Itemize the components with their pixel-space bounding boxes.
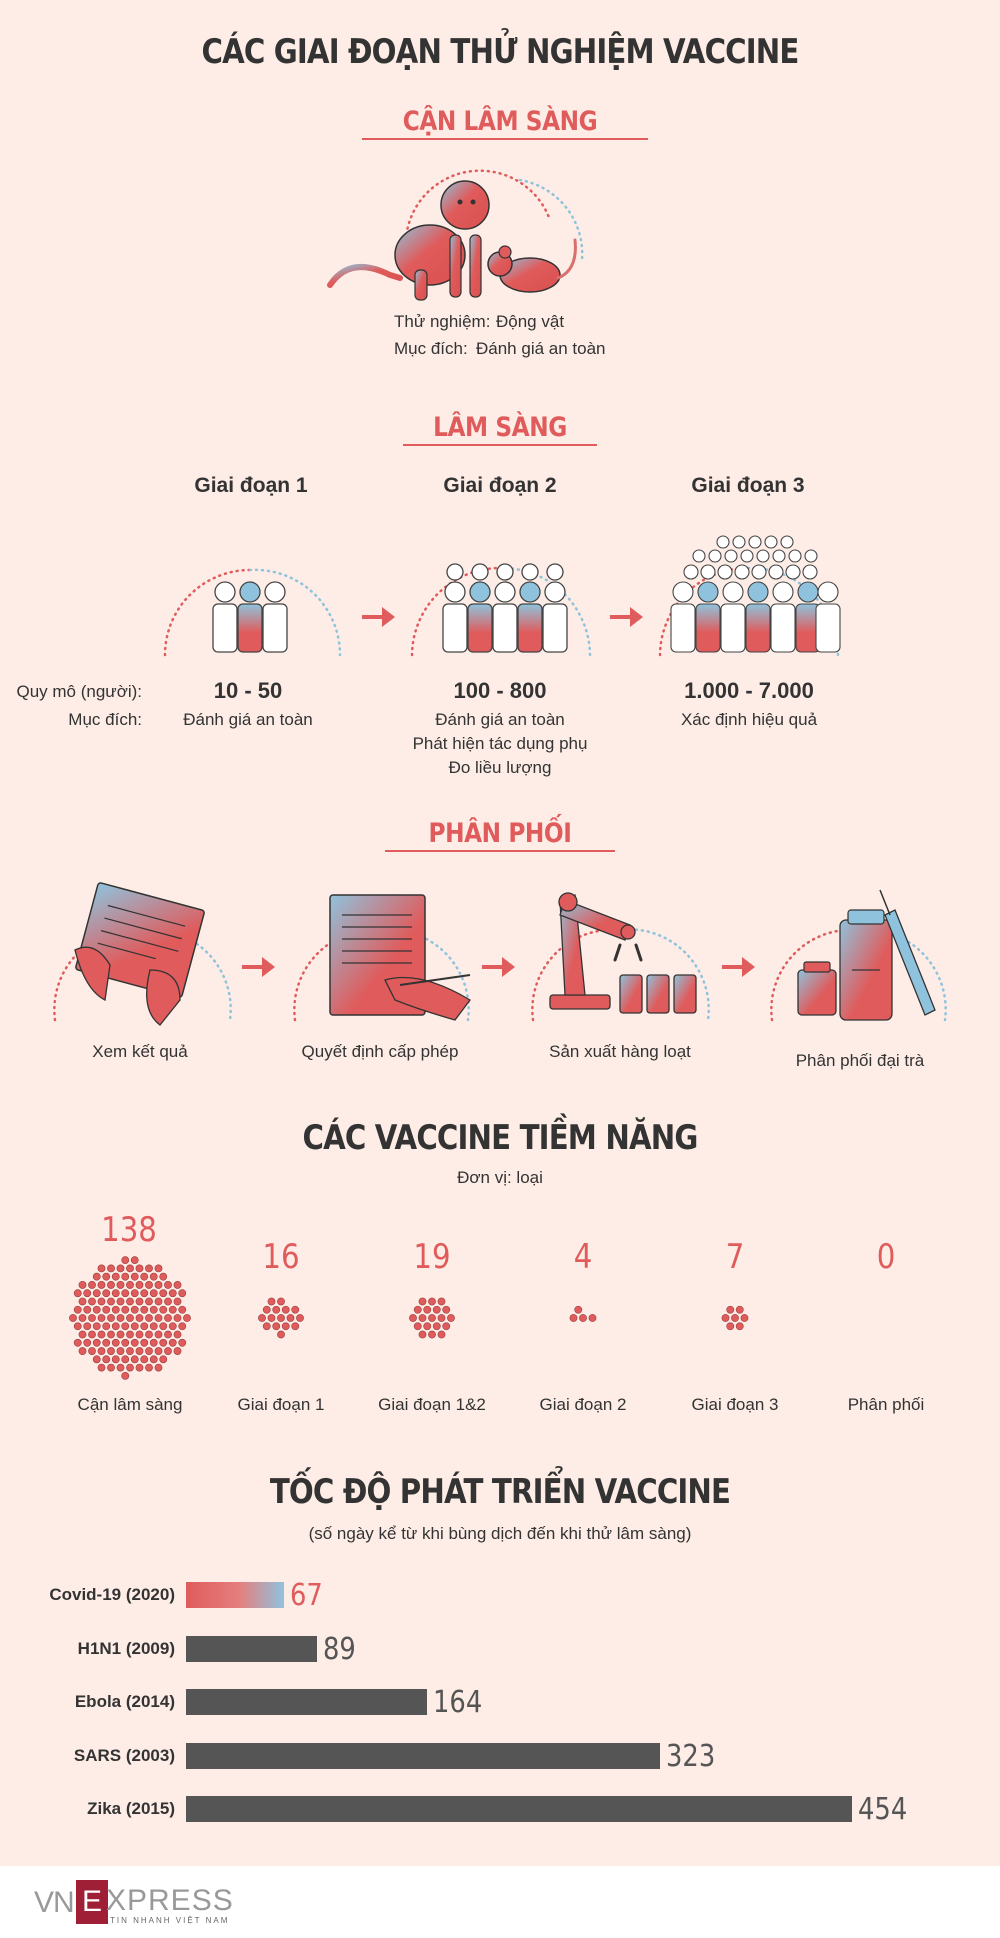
bar-label: Ebola (2014) [74, 1692, 175, 1711]
candidate-dot [447, 1314, 454, 1321]
bar-value: 89 [322, 1631, 356, 1667]
candidate-dot [93, 1339, 100, 1346]
candidate-dot [174, 1347, 181, 1354]
candidate-dot [727, 1323, 734, 1330]
candidate-dot [145, 1331, 152, 1338]
bar-label: Zika (2015) [87, 1799, 175, 1818]
candidate-dot [122, 1306, 129, 1313]
candidate-dot [155, 1298, 162, 1305]
candidate-dot [292, 1306, 299, 1313]
distribution-step-2: Quyết định cấp phép [301, 1042, 459, 1061]
candidate-dot [93, 1273, 100, 1280]
candidate-dot [131, 1273, 138, 1280]
distribution-underline [385, 850, 615, 852]
candidate-dot [277, 1298, 284, 1305]
candidate-dot [79, 1347, 86, 1354]
candidate-dot [98, 1281, 105, 1288]
candidate-dot [428, 1298, 435, 1305]
bar-label: H1N1 (2009) [77, 1638, 175, 1658]
candidate-dot [174, 1314, 181, 1321]
candidate-count-4: 4 [573, 1237, 593, 1277]
candidate-dot [145, 1364, 152, 1371]
candidate-dot [155, 1347, 162, 1354]
candidate-count-6: 0 [876, 1237, 896, 1277]
candidate-dot [145, 1347, 152, 1354]
logo-right: XPRESS [106, 1884, 234, 1917]
candidate-dot [174, 1298, 181, 1305]
candidate-dot [731, 1314, 738, 1321]
preclinical-purpose-value: Đánh giá an toàn [476, 339, 606, 358]
candidate-dot [141, 1306, 148, 1313]
candidate-dots [0, 1250, 1000, 1390]
candidate-dot [150, 1323, 157, 1330]
bar [186, 1743, 660, 1769]
candidate-dot [150, 1273, 157, 1280]
candidate-dot [141, 1323, 148, 1330]
candidate-dot [409, 1314, 416, 1321]
candidate-dot [122, 1273, 129, 1280]
candidate-dot [438, 1331, 445, 1338]
candidate-dot [112, 1323, 119, 1330]
candidate-dot [84, 1306, 91, 1313]
candidate-dot [93, 1323, 100, 1330]
candidate-dot [117, 1347, 124, 1354]
candidate-dot [424, 1306, 431, 1313]
candidate-dot [155, 1281, 162, 1288]
candidate-dot [273, 1323, 280, 1330]
candidate-dot [145, 1298, 152, 1305]
candidates-heading: CÁC VACCINE TIỀM NĂNG [302, 1118, 698, 1158]
candidate-dot [414, 1306, 421, 1313]
candidate-dot [141, 1290, 148, 1297]
candidate-dot [103, 1356, 110, 1363]
candidate-dot [79, 1281, 86, 1288]
candidate-dot [112, 1356, 119, 1363]
candidate-dot [122, 1323, 129, 1330]
candidate-dot [150, 1290, 157, 1297]
footer [0, 1866, 1000, 1938]
candidate-dot [141, 1339, 148, 1346]
candidate-dot [263, 1306, 270, 1313]
candidate-dot [131, 1356, 138, 1363]
candidate-dot [160, 1290, 167, 1297]
phase-2-people-icon [443, 564, 567, 652]
candidate-label-1: Cận lâm sàng [77, 1395, 183, 1414]
candidate-dot [103, 1339, 110, 1346]
bar-label: Covid-19 (2020) [49, 1585, 175, 1604]
candidate-dot [103, 1306, 110, 1313]
candidate-dot [136, 1364, 143, 1371]
document-hands-icon [75, 882, 205, 1025]
phase-1-scale: 10 - 50 [213, 678, 283, 703]
candidate-dot [126, 1265, 133, 1272]
candidate-dot [93, 1306, 100, 1313]
candidate-label-3: Giai đoạn 1&2 [378, 1395, 486, 1414]
distribution-step-4: Phân phối đại trà [795, 1051, 925, 1070]
candidate-dot [112, 1306, 119, 1313]
candidate-dot [117, 1265, 124, 1272]
candidate-dot [131, 1339, 138, 1346]
candidate-dot [174, 1281, 181, 1288]
arrow-icon [610, 607, 643, 627]
candidate-label-5: Giai đoạn 3 [691, 1395, 779, 1414]
phase-1-title: Giai đoạn 1 [194, 474, 308, 497]
candidate-dot [131, 1290, 138, 1297]
candidate-dot [160, 1356, 167, 1363]
candidate-dot [155, 1265, 162, 1272]
candidate-dot [126, 1347, 133, 1354]
candidate-dot [282, 1323, 289, 1330]
candidate-dot [258, 1314, 265, 1321]
candidate-count-3: 19 [413, 1237, 451, 1277]
candidate-dot [736, 1323, 743, 1330]
logo-tagline: TIN NHANH VIỆT NAM [110, 1916, 230, 1925]
candidate-dot [107, 1298, 114, 1305]
candidate-dot [136, 1331, 143, 1338]
candidate-dot [112, 1290, 119, 1297]
candidate-label-6: Phân phối [847, 1395, 925, 1414]
candidate-dot [141, 1273, 148, 1280]
scale-label: Quy mô (người): [16, 682, 142, 701]
candidate-dot [131, 1257, 138, 1264]
preclinical-test-value: Động vật [496, 312, 565, 331]
phase-2-purpose-2: Phát hiện tác dụng phụ [412, 734, 588, 753]
distribution-step-1: Xem kết quả [92, 1042, 188, 1061]
phase-3-scale: 1.000 - 7.000 [684, 678, 814, 703]
candidate-dot [433, 1306, 440, 1313]
candidate-dot [74, 1306, 81, 1313]
candidate-dot [112, 1273, 119, 1280]
candidate-dot [296, 1314, 303, 1321]
candidate-dot [268, 1314, 275, 1321]
preclinical-test-label: Thử nghiệm: [394, 312, 491, 331]
bar-value: 164 [432, 1685, 482, 1720]
candidate-dot [88, 1331, 95, 1338]
arrow-icon [482, 957, 515, 977]
candidate-dot [273, 1306, 280, 1313]
candidate-dot [419, 1298, 426, 1305]
candidate-dot [84, 1290, 91, 1297]
candidate-dot [174, 1331, 181, 1338]
candidate-dot [169, 1290, 176, 1297]
distribution-illustration [0, 870, 1000, 1030]
candidate-dot [107, 1265, 114, 1272]
candidate-dot [136, 1298, 143, 1305]
candidate-dot [136, 1347, 143, 1354]
candidate-dot [150, 1306, 157, 1313]
clinical-heading: LÂM SÀNG [433, 412, 567, 443]
candidate-dot [169, 1339, 176, 1346]
page-title: CÁC GIAI ĐOẠN THỬ NGHIỆM VACCINE [201, 32, 799, 72]
candidate-dot [88, 1281, 95, 1288]
animal-illustration [320, 160, 600, 310]
bar [186, 1636, 317, 1662]
candidate-dot [150, 1356, 157, 1363]
candidate-dot [88, 1314, 95, 1321]
candidate-dot [126, 1331, 133, 1338]
phase-2-scale: 100 - 800 [453, 678, 547, 703]
candidate-dot [122, 1356, 129, 1363]
logo-e-icon: E [76, 1880, 108, 1924]
candidate-dot [419, 1314, 426, 1321]
candidate-dot [155, 1331, 162, 1338]
candidate-dot [263, 1323, 270, 1330]
arrow-icon [722, 957, 755, 977]
candidate-dot [79, 1331, 86, 1338]
candidate-dot [117, 1298, 124, 1305]
candidate-dot [183, 1314, 190, 1321]
candidate-dot [98, 1298, 105, 1305]
candidate-dot [164, 1347, 171, 1354]
candidate-dot [98, 1331, 105, 1338]
monkey-icon [330, 181, 489, 300]
candidate-dot [570, 1314, 577, 1321]
phase-2-title: Giai đoạn 2 [443, 474, 557, 497]
candidate-label-4: Giai đoạn 2 [539, 1395, 627, 1414]
candidate-dot [438, 1298, 445, 1305]
candidate-dot [107, 1314, 114, 1321]
phase-3-people-icon [671, 536, 840, 652]
candidate-dot [164, 1331, 171, 1338]
candidate-dot [98, 1314, 105, 1321]
candidate-dot [93, 1356, 100, 1363]
candidate-dot [79, 1298, 86, 1305]
candidate-dot [103, 1323, 110, 1330]
preclinical-purpose-label: Mục đích: [394, 339, 468, 358]
preclinical-underline [362, 138, 648, 140]
candidate-dot [419, 1331, 426, 1338]
candidate-dot [268, 1298, 275, 1305]
candidate-dot [117, 1331, 124, 1338]
phase-3-purpose: Xác định hiệu quả [680, 710, 818, 729]
candidate-dot [727, 1306, 734, 1313]
candidate-dot [126, 1314, 133, 1321]
candidate-dot [433, 1323, 440, 1330]
candidate-dot [160, 1323, 167, 1330]
candidate-dot [136, 1281, 143, 1288]
candidate-dot [103, 1273, 110, 1280]
candidate-dot [84, 1339, 91, 1346]
speed-bar-chart [0, 1570, 1000, 1840]
candidate-dot [282, 1306, 289, 1313]
candidate-label-2: Giai đoạn 1 [237, 1395, 325, 1414]
purpose-label: Mục đích: [68, 710, 142, 729]
bar-label: SARS (2003) [73, 1745, 175, 1765]
bar-value: 67 [290, 1578, 324, 1613]
candidate-dot [736, 1306, 743, 1313]
candidate-dot [107, 1281, 114, 1288]
clinical-illustration [0, 520, 1000, 670]
candidate-dot [136, 1314, 143, 1321]
candidate-dot [277, 1331, 284, 1338]
candidate-dot [292, 1323, 299, 1330]
candidate-dot [107, 1331, 114, 1338]
candidate-dot [88, 1298, 95, 1305]
candidate-count-2: 16 [262, 1237, 300, 1277]
candidate-dot [428, 1331, 435, 1338]
candidates-unit: Đơn vị: loại [457, 1168, 543, 1187]
candidate-dot [179, 1339, 186, 1346]
candidate-dot [575, 1306, 582, 1313]
candidate-dot [150, 1339, 157, 1346]
candidate-dot [74, 1323, 81, 1330]
speed-heading: TỐC ĐỘ PHÁT TRIỂN VACCINE [269, 1472, 731, 1512]
clinical-underline [403, 444, 597, 446]
candidate-dot [164, 1281, 171, 1288]
robot-arm-icon [550, 893, 696, 1013]
candidate-dot [107, 1347, 114, 1354]
candidate-dot [98, 1347, 105, 1354]
candidate-dot [438, 1314, 445, 1321]
candidate-dot [160, 1339, 167, 1346]
candidate-dot [169, 1323, 176, 1330]
candidate-dot [287, 1314, 294, 1321]
phase-1-people-icon [213, 582, 287, 652]
candidate-dot [160, 1273, 167, 1280]
candidate-dot [122, 1372, 129, 1379]
candidate-dot [117, 1364, 124, 1371]
speed-subtitle: (số ngày kể từ khi bùng dịch đến khi thử lâm sàng) [308, 1524, 692, 1543]
candidate-dot [69, 1314, 76, 1321]
phase-1-purpose: Đánh giá an toàn [183, 710, 313, 729]
candidate-dot [98, 1265, 105, 1272]
candidate-dot [169, 1306, 176, 1313]
candidate-dot [443, 1306, 450, 1313]
candidate-dot [131, 1306, 138, 1313]
vaccine-vial-syringe-icon [798, 890, 935, 1020]
candidate-dot [155, 1314, 162, 1321]
candidate-dot [122, 1290, 129, 1297]
candidate-dot [122, 1339, 129, 1346]
arrow-icon [362, 607, 395, 627]
candidate-dot [145, 1314, 152, 1321]
candidate-dot [443, 1323, 450, 1330]
candidate-dot [126, 1298, 133, 1305]
candidate-dot [122, 1257, 129, 1264]
candidate-count-5: 7 [725, 1237, 745, 1277]
bar-value: 454 [858, 1792, 908, 1827]
bar [186, 1689, 427, 1715]
candidate-dot [112, 1339, 119, 1346]
candidate-dot [88, 1347, 95, 1354]
mouse-icon [488, 240, 575, 292]
phase-2-purpose-1: Đánh giá an toàn [435, 710, 565, 729]
candidate-dot [277, 1314, 284, 1321]
candidate-dot [579, 1314, 586, 1321]
candidate-dot [93, 1290, 100, 1297]
bar [186, 1582, 284, 1608]
candidate-dot [103, 1290, 110, 1297]
distribution-heading: PHÂN PHỐI [428, 818, 572, 849]
candidate-dot [141, 1356, 148, 1363]
candidate-dot [160, 1306, 167, 1313]
candidate-dot [74, 1339, 81, 1346]
candidate-dot [145, 1265, 152, 1272]
candidate-dot [74, 1290, 81, 1297]
candidate-dot [126, 1281, 133, 1288]
candidate-dot [179, 1323, 186, 1330]
bar-value: 323 [665, 1738, 716, 1774]
candidate-dot [117, 1314, 124, 1321]
candidate-dot [741, 1314, 748, 1321]
candidate-dot [155, 1364, 162, 1371]
candidate-dot [414, 1323, 421, 1330]
preclinical-heading: CẬN LÂM SÀNG [402, 106, 598, 137]
candidate-count-1: 138 [101, 1210, 157, 1250]
candidate-dot [424, 1323, 431, 1330]
candidate-dot [722, 1314, 729, 1321]
candidate-dot [145, 1281, 152, 1288]
candidate-dot [164, 1298, 171, 1305]
candidate-dot [589, 1314, 596, 1321]
arrow-icon [242, 957, 275, 977]
distribution-step-3: Sản xuất hàng loạt [549, 1042, 691, 1061]
phase-2-purpose-3: Đo liều lượng [448, 758, 552, 777]
phase-3-title: Giai đoạn 3 [691, 474, 805, 497]
candidate-dot [136, 1265, 143, 1272]
candidate-dot [164, 1314, 171, 1321]
candidate-dot [98, 1364, 105, 1371]
logo-left: VN [34, 1886, 74, 1919]
bar [186, 1796, 852, 1822]
candidate-dot [107, 1364, 114, 1371]
candidate-dot [117, 1281, 124, 1288]
candidate-dot [131, 1323, 138, 1330]
candidate-dot [179, 1290, 186, 1297]
candidate-dot [126, 1364, 133, 1371]
candidate-dot [428, 1314, 435, 1321]
candidate-dot [79, 1314, 86, 1321]
candidate-dot [179, 1306, 186, 1313]
candidate-dot [84, 1323, 91, 1330]
